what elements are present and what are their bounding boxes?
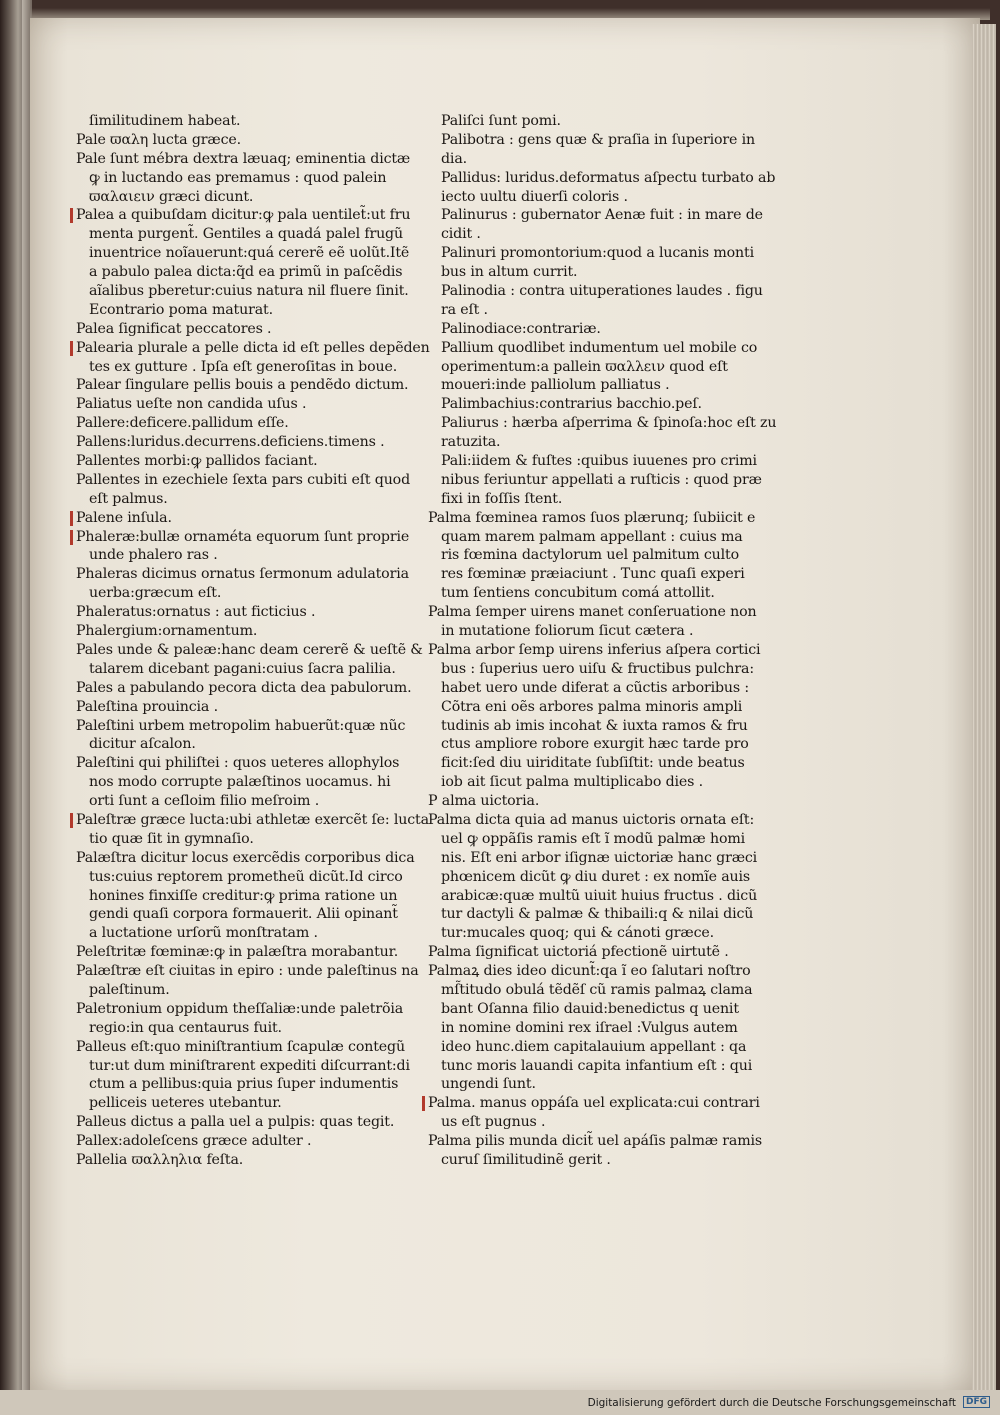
text-line: mſ̃titudo obulá tẽdẽſ cũ ramis palmaꝝ clama — [441, 981, 753, 998]
text-line: uerba:græcum eſt. — [89, 585, 222, 602]
text-line: Palma dicta quia ad manus uictoris ornata eſt: — [428, 811, 755, 828]
text-line: Palimbachius:contrarius bacchio.peſ. — [441, 396, 702, 413]
text-line: ris fœmina dactylorum uel palmitum culto — [441, 547, 739, 564]
text-line: bus : ſuperius uero uiſu & fructibus pulchra: — [441, 660, 754, 677]
text-line: phœnicem dicũt ꝙ diu duret : ex nomĩe auis — [441, 868, 751, 885]
text-line: paleſtinum. — [89, 981, 170, 998]
text-line: Palene inſula. — [76, 509, 416, 528]
text-line: operimentum:a pallein ϖαλλειν quod eſt — [441, 358, 728, 375]
text-line: quam marem palmam appellant : cuius ma — [441, 528, 743, 545]
text-line: Phaleræ:bullæ ornaméta equorum ſunt proprie — [76, 528, 416, 547]
text-line: dicitur aſcalon. — [89, 736, 196, 753]
text-line: Phaleras dicimus ornatus ſermonum adulatoria — [76, 566, 409, 583]
text-line: Palea a quibuſdam dicitur:ꝙ pala uentilet̃:ut fru — [76, 206, 416, 225]
text-line: Palma fœminea ramos ſuos plærunq; ſubiicit e — [428, 509, 756, 526]
text-line: cidit . — [441, 226, 481, 243]
text-line: in nomine domini rex iſrael :Vulgus autem — [441, 1019, 738, 1036]
text-line: Phaleratus:ornatus : aut ficticius . — [76, 604, 316, 621]
text-line: Palma. manus oppáſa uel explicata:cui contrari — [428, 1094, 768, 1113]
text-line: uel ꝙ oppãſis ramis eſt ĩ modũ palmæ homi — [441, 830, 746, 847]
text-line: fixi in foſſis ſtent. — [441, 490, 563, 507]
text-line: gendi quaſi corpora formauerit. Alii opinant̃ — [89, 906, 398, 923]
text-line: Palma arbor ſemp uirens inferius aſpera cortici — [428, 641, 761, 658]
text-line: tunc moris lauandi capita infantium eſt : qui — [441, 1057, 753, 1074]
text-line: Paletronium oppidum theſſaliæ:unde paletrõia — [76, 1000, 404, 1017]
text-line: tur:mucales quoq; qui & cánoti græce. — [441, 925, 714, 942]
text-line: talarem dicebant pagani:cuius ſacra palilia. — [89, 660, 396, 677]
text-line: us eſt pugnus . — [441, 1114, 546, 1131]
text-line: Palear ſingulare pellis bouis a pendẽdo dictum. — [76, 377, 409, 394]
text-line: nos modo corrupte palæſtinos uocamus. hi — [89, 774, 391, 791]
text-line: Pallex:adoleſcens græce adulter . — [76, 1133, 312, 1150]
text-line: Pallidus: luridus.deformatus aſpectu turbato ab — [441, 169, 776, 186]
text-line: Paleſtini urbem metropolim habuerũt:quæ nũc — [76, 717, 406, 734]
text-line: res fœminæ præiaciunt . Tunc quaſi experi — [441, 566, 745, 583]
left-text-column — [76, 112, 430, 1170]
text-line: Palma ſemper uirens manet conſeruatione non — [428, 604, 757, 621]
text-line: bant Oſanna filio dauid:benedictus q uenit — [441, 1000, 739, 1017]
text-line: nis. Eſt eni arbor iſignæ uictoriæ hanc græci — [441, 849, 758, 866]
text-line: Pallelia ϖαλληλια feſta. — [76, 1151, 244, 1168]
digitization-credit: Digitalisierung gefördert durch die Deutsche Forschungsgemeinschaft — [587, 1397, 956, 1409]
text-line: tur dactyli & palmæ & thibaili:q & nilai dicũ — [441, 906, 754, 923]
text-line: Paleſtini qui philiſtei : quos ueteres allophylos — [76, 755, 400, 772]
text-line: Pallentes morbi:ꝙ pallidos faciant. — [76, 453, 318, 470]
text-line: Phalergium:ornamentum. — [76, 623, 258, 640]
text-line: Pales a pabulando pecora dicta dea pabulorum. — [76, 679, 412, 696]
text-line: aĩalibus pberetur:cuius natura nil fluere ſinit. — [89, 283, 409, 300]
text-line: Palinodia : contra uituperationes laudes . figu — [441, 283, 763, 300]
text-line: ratuzita. — [441, 434, 501, 451]
text-line: Palmaꝝ dies ideo dicunt̃:qa ĩ eo ſalutari noſtro — [428, 963, 751, 980]
text-line: arabicæ:quæ multũ uiuit huius fructus . dicũ — [441, 887, 758, 904]
text-line: Pallentes in ezechiele ſexta pars cubiti eſt quod — [76, 471, 411, 488]
right-text-column — [428, 112, 777, 1170]
text-line: Cõtra eni oẽs arbores palma minoris ampli — [441, 698, 743, 715]
page-stack-edges — [972, 24, 996, 1390]
text-line: ungendi ſunt. — [441, 1076, 536, 1093]
text-line: tum ſentiens concubitum comá attollit. — [441, 585, 715, 602]
text-line: Palleus eſt:quo miniſtrantium ſcapulæ contegũ — [76, 1038, 405, 1055]
text-line: tur:ut dum miniſtrarent expediti diſcurrant:di — [89, 1057, 410, 1074]
text-line: a pabulo palea dicta:q̃d ea primũ in paſcẽdis — [89, 264, 403, 281]
text-line: Pallium quodlibet indumentum uel mobile co — [441, 339, 758, 356]
text-line: bus in altum currit. — [441, 264, 578, 281]
text-line: Pallens:luridus.decurrens.deficiens.timens . — [76, 434, 385, 451]
text-line: ϖαλαιειν græci dicunt. — [89, 188, 254, 205]
text-line: Paliatus ueſte non candida uſus . — [76, 396, 307, 413]
text-line: Peleſtritæ fœminæ:ꝙ in palæſtra morabantur. — [76, 944, 399, 961]
dfg-logo: DFG — [963, 1396, 990, 1408]
text-line: Pale ϖαλη lucta græce. — [76, 131, 242, 148]
text-line: Pale ſunt mébra dextra læuaq; eminentia dictæ — [76, 150, 411, 167]
text-line: ra eſt . — [441, 301, 488, 318]
text-line: Palinuri promontorium:quod a lucanis monti — [441, 245, 754, 262]
text-line: Palibotra : gens quæ & praſia in ſuperiore in — [441, 131, 756, 148]
text-line: menta purgent̃. Gentiles a quadá palel frugũ — [89, 226, 403, 243]
text-line: moueri:inde palliolum palliatus . — [441, 377, 670, 394]
text-line: ꝙ in luctando eas premamus : quod palein — [89, 169, 387, 186]
text-line: a luctatione urſorũ monſtratam . — [89, 925, 318, 942]
text-line: tes ex gutture . Ipſa eſt generoſitas in boue. — [89, 358, 398, 375]
text-line: tus:cuius reptorem prometheũ dicũt.Id circo — [89, 868, 403, 885]
text-line: P alma uictoria. — [428, 793, 540, 810]
text-line: Palma pilis munda dicit̃ uel apáſis palmæ ramis — [428, 1133, 763, 1150]
text-line: pelliceis ueteres utebantur. — [89, 1095, 282, 1112]
text-line: Palleus dictus a palla uel a pulpis: quas tegit. — [76, 1114, 395, 1131]
text-line: Palæſtræ eſt ciuitas in epiro : unde paleſtinus na — [76, 963, 419, 980]
text-line: iob ait ſicut palma multiplicabo dies . — [441, 774, 703, 791]
text-line: dia. — [441, 150, 467, 167]
text-line: in mutatione foliorum ſicut cætera . — [441, 623, 694, 640]
text-line: nibus feriuntur appellati a ruſticis : quod præ — [441, 471, 762, 488]
text-line: eſt palmus. — [89, 490, 168, 507]
text-line: Palearia plurale a pelle dicta id eſt pelles depẽden — [76, 339, 430, 356]
text-line: orti ſunt a ceſloim filio meſroim . — [89, 793, 320, 810]
text-line: Paliurus : hærba aſperrima & ſpinoſa:hoc eſt zu — [441, 415, 777, 432]
text-line: Pali:iidem & fuſtes :quibus iuuenes pro crimi — [441, 453, 757, 470]
text-line: ficit:ſed diu uiriditate ſubſiſtit: unde beatus — [441, 755, 745, 772]
text-line: ſimilitudinem habeat. — [89, 113, 241, 129]
text-line: tudinis ab imis incohat & iuxta ramos & fru — [441, 717, 748, 734]
text-line: Paleſtræ græce lucta:ubi athletæ exercẽt ſe: lucta — [76, 811, 429, 828]
text-line: habet uero unde diferat a cũctis arboribus : — [441, 679, 750, 696]
text-line: Palæſtra dicitur locus exercẽdis corporibus dica — [76, 849, 415, 866]
text-line: inuentrice noĩauerunt:quá cererẽ eẽ uolũt.Itẽ — [89, 245, 410, 262]
text-line: Paliſci ſunt pomi. — [441, 113, 561, 129]
text-line: ctus ampliore robore exurgit hæc tarde pro — [441, 736, 749, 753]
text-line: Palinodiace:contrariæ. — [441, 320, 601, 337]
text-line: iecto uultu diuerſi coloris . — [441, 188, 628, 205]
text-line: Pales unde & paleæ:hanc deam cererẽ & ueſtẽ & — [76, 641, 423, 658]
text-line: ideo hunc.diem capitalauium appellant : qa — [441, 1038, 747, 1055]
text-line: tio quæ ſit in gymnaſio. — [89, 830, 254, 847]
text-line: unde phalero ras . — [89, 547, 218, 564]
text-line: Palinurus : gubernator Aenæ fuit : in mare de — [441, 207, 763, 224]
text-line: curuſ ſimilitudinẽ gerit . — [441, 1151, 611, 1168]
text-line: ctum a pellibus:quia prius ſuper indumentis — [89, 1076, 399, 1093]
text-line: honines finxiſſe creditur:ꝙ prima ratione un — [89, 887, 398, 904]
text-line: Paleſtina prouincia . — [76, 698, 218, 715]
text-line: Pallere:deficere.pallidum eſſe. — [76, 415, 289, 432]
text-line: Palea ſignificat peccatores . — [76, 320, 272, 337]
text-line: Palma ſignificat uictoriá pfectionẽ uirtutẽ . — [428, 944, 729, 961]
text-line: Econtrario poma maturat. — [89, 301, 273, 318]
text-line: regio:in qua centaurus fuit. — [89, 1019, 282, 1036]
